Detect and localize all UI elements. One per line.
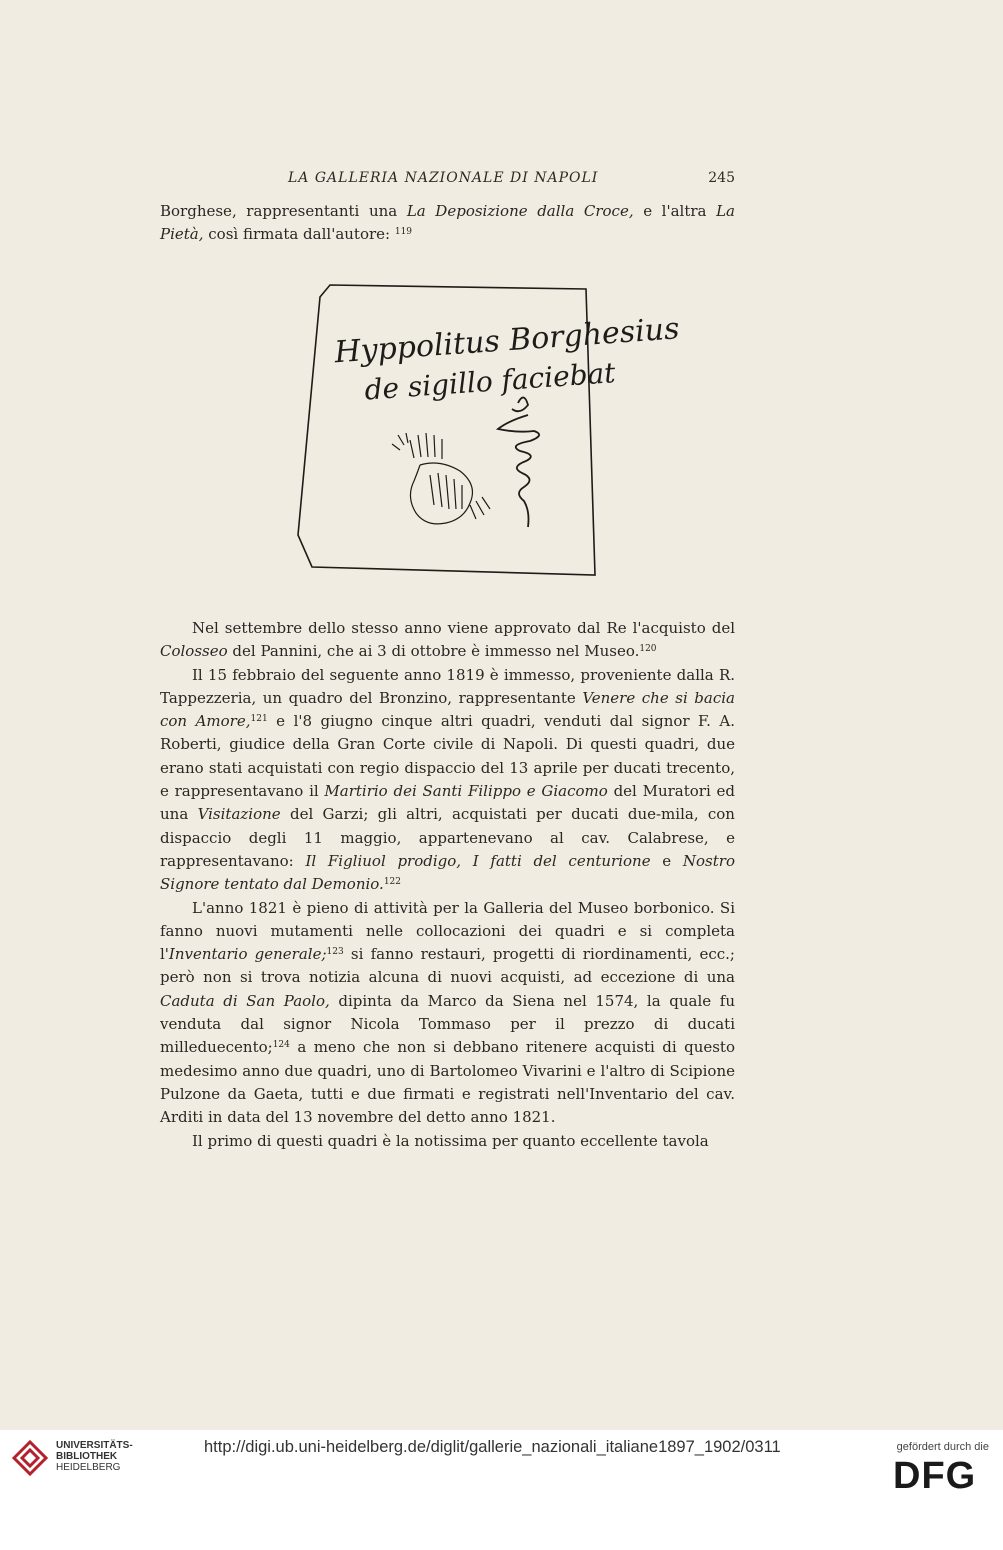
funding-label: gefördert durch die <box>896 1441 989 1453</box>
footnote-ref: 120 <box>639 644 657 655</box>
artwork-title: Il Figliuol prodigo, I fatti del centurione <box>305 851 651 870</box>
paragraph: L'anno 1821 è pieno di attività per la Galleria del Museo borbonico. Si fanno nuovi mutamenti nelle collocazioni dei quadri e si completa l'Inventario generale;$^{123}$ si fanno restauri, progetti di riordinamenti, ecc.; però non si trova notizia alcuna di nuovi acquisti, ad eccezione di una Caduta di San Paolo, dipinta da Marco da Siena nel 1574, la quale fu venduta dal signor Nicola Tommaso per il prezzo di ducati milleduecento;$^{124}$ a meno che non si debbano ritenere acquisti di questo medesimo anno due quadri, uno di Bartolomeo Vivarini e l'altro di Scipione Pulzone da Gaeta, tutti e due firmati e registrati nell'Inventario del cav. Arditi in data del 13 novembre del detto anno 1821. <box>160 898 735 1127</box>
permalink-url[interactable]: http://digi.ub.uni-heidelberg.de/diglit/gallerie_nazionali_italiane1897_1902/0311 <box>204 1438 781 1456</box>
body-text <box>160 617 735 1153</box>
footnote-ref: 124 <box>272 1040 290 1051</box>
artwork-title: La Pietà, <box>160 202 735 244</box>
page-number: 245 <box>708 170 735 186</box>
artwork-title: Martirio dei Santi Filippo e Giacomo <box>324 782 608 801</box>
footnote-ref: 119 <box>394 227 413 238</box>
running-title: LA GALLERIA NAZIONALE DI NAPOLI <box>288 170 599 186</box>
artwork-title: La Deposizione dalla Croce, <box>406 202 634 220</box>
signature-line-2: de sigillo faciebat <box>363 356 617 407</box>
artwork-title: Nostro Signore tentato dal Demonio. <box>160 851 735 894</box>
seal-impression <box>392 433 490 524</box>
intro-text: Borghese, rappresentanti una <box>160 202 407 220</box>
intro-paragraph <box>160 200 735 247</box>
library-name: UNIVERSITÄTS- BIBLIOTHEK HEIDELBERG <box>56 1440 133 1473</box>
signature-drawing <box>290 275 681 580</box>
footnote-ref: 123 <box>326 947 344 958</box>
svg-text:DFG: DFG <box>893 1455 977 1497</box>
signature-facsimile <box>290 275 681 580</box>
dfg-logo-icon <box>893 1455 989 1497</box>
artwork-title: Visitazione <box>197 805 281 824</box>
university-library-logo-icon <box>10 1438 50 1478</box>
intro-text: così firmata dall'autore: <box>203 225 395 244</box>
footnote-ref: 122 <box>383 877 401 888</box>
digitization-footer <box>0 1430 1003 1550</box>
footnote-ref: 121 <box>250 714 268 725</box>
artwork-title: Venere che si bacia con Amore, <box>160 688 735 731</box>
intro-text: e l'altra <box>633 202 717 220</box>
paragraph: Il 15 febbraio del seguente anno 1819 è immesso, proveniente dalla R. Tappezzeria, un quadro del Bronzino, rappresentante Venere che si bacia con Amore,$^{121}$ e l'8 giugno cinque altri quadri, venduti dal signor F. A. Roberti, giudice della Gran Corte civile di Napoli. Di questi quadri, due erano stati acquistati con regio dispaccio del 13 aprile per ducati trecento, e rappresentavano il Martirio dei Santi Filippo e Giacomo del Muratori ed una Visitazione del Garzi; gli altri, acquistati per ducati due-mila, con dispaccio degli 11 maggio, appartenevano al cav. Calabrese, e rappresentavano: Il Figliuol prodigo, I fatti del centurione e Nostro Signore tentato dal Demonio.$^{122}$ <box>160 665 735 894</box>
artwork-title: Caduta di San Paolo, <box>160 991 330 1010</box>
paragraph: Nel settembre dello stesso anno viene approvato dal Re l'acquisto del Colosseo del Pannini, che ai 3 di ottobre è immesso nel Museo.$^{120}$ <box>160 619 735 661</box>
paragraph: Il primo di questi quadri è la notissima per quanto eccellente tavola <box>192 1131 709 1150</box>
artwork-title: Inventario generale; <box>168 945 327 964</box>
artwork-title: Colosseo <box>160 642 228 661</box>
signature-line-1: Hyppolitus Borghesius <box>333 311 681 371</box>
